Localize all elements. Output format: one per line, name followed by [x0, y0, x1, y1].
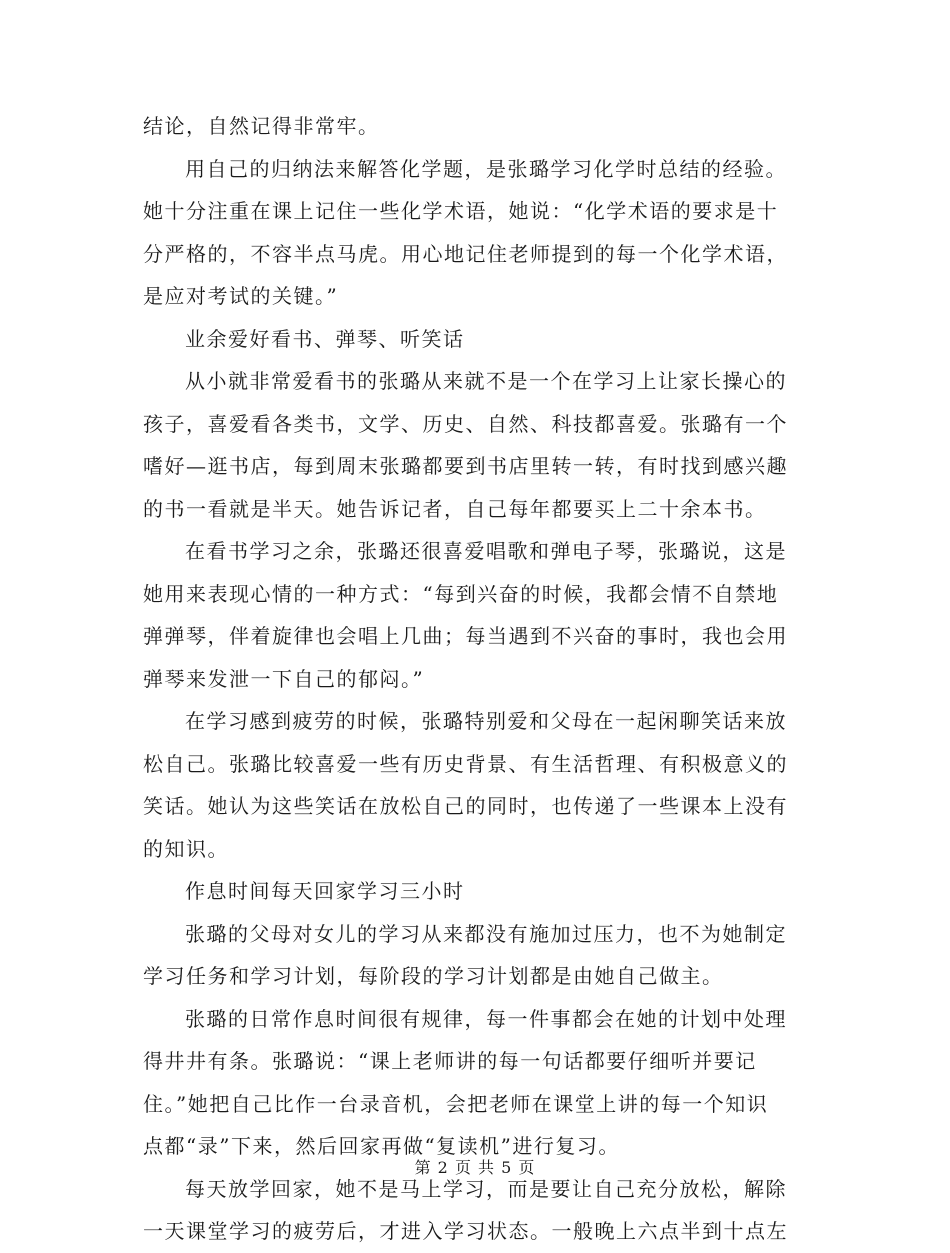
- text-line: 嗜好—逛书店，每到周末张璐都要到书店里转一转，有时找到感兴趣: [143, 454, 788, 478]
- text-line: 是应对考试的关键。”: [143, 284, 339, 308]
- text-line: 从小就非常爱看书的张璐从来就不是一个在学习上让家长操心的: [185, 369, 787, 393]
- text-line: 结论，自然记得非常牢。: [143, 114, 380, 138]
- page-footer: 第 2 页 共 5 页: [414, 1158, 536, 1177]
- text-line: 松自己。张璐比较喜爱一些有历史背景、有生活哲理、有积极意义的: [143, 751, 788, 776]
- text-line: 学习任务和学习计划，每阶段的学习计划都是由她自己做主。: [143, 964, 724, 988]
- text-line: 用自己的归纳法来解答化学题，是张璐学习化学时总结的经验。: [185, 156, 787, 181]
- text-line: 在看书学习之余，张璐还很喜爱唱歌和弹电子琴，张璐说，这是: [185, 539, 787, 563]
- text-line: 在学习感到疲劳的时候，张璐特别爱和父母在一起闲聊笑话来放: [185, 709, 787, 733]
- text-line: 的书一看就是半天。她告诉记者，自己每年都要买上二十余本书。: [143, 496, 767, 521]
- text-line: 住。”她把自己比作一台录音机，会把老师在课堂上讲的每一个知识: [143, 1091, 769, 1116]
- text-line: 弹琴来发泄一下自己的郁闷。”: [143, 666, 425, 691]
- text-line: 的知识。: [143, 836, 229, 861]
- text-line: 她用来表现心情的一种方式：“每到兴奋的时候，我都会情不自禁地: [143, 581, 779, 606]
- text-line: 点都“录”下来，然后回家再做“复读机”进行复习。: [143, 1134, 620, 1158]
- text-line: 一天课堂学习的疲劳后，才进入学习状态。一般晚上六点半到十点左: [143, 1219, 788, 1243]
- text-line: 她十分注重在课上记住一些化学术语，她说：“化学术语的要求是十: [143, 199, 779, 223]
- text-line: 孩子，喜爱看各类书，文学、历史、自然、科技都喜爱。张璐有一个: [143, 411, 788, 436]
- text-line: 张璐的父母对女儿的学习从来都没有施加过压力，也不为她制定: [185, 921, 787, 946]
- text-line: 笑话。她认为这些笑话在放松自己的同时，也传递了一些课本上没有: [143, 794, 788, 818]
- text-line: 分严格的，不容半点马虎。用心地记住老师提到的每一个化学术语，: [143, 241, 788, 266]
- text-line: 得井井有条。张璐说：“课上老师讲的每一句话都要仔细听并要记: [143, 1049, 757, 1073]
- text-line: 作息时间每天回家学习三小时: [185, 879, 465, 903]
- text-line: 张璐的日常作息时间很有规律，每一件事都会在她的计划中处理: [185, 1006, 787, 1031]
- text-line: 业余爱好看书、弹琴、听笑话: [185, 326, 465, 351]
- body-text: [143, 105, 808, 1253]
- text-line: 每天放学回家，她不是马上学习，而是要让自己充分放松，解除: [185, 1176, 787, 1201]
- text-line: 弹弹琴，伴着旋律也会唱上几曲；每当遇到不兴奋的事时，我也会用: [143, 624, 788, 648]
